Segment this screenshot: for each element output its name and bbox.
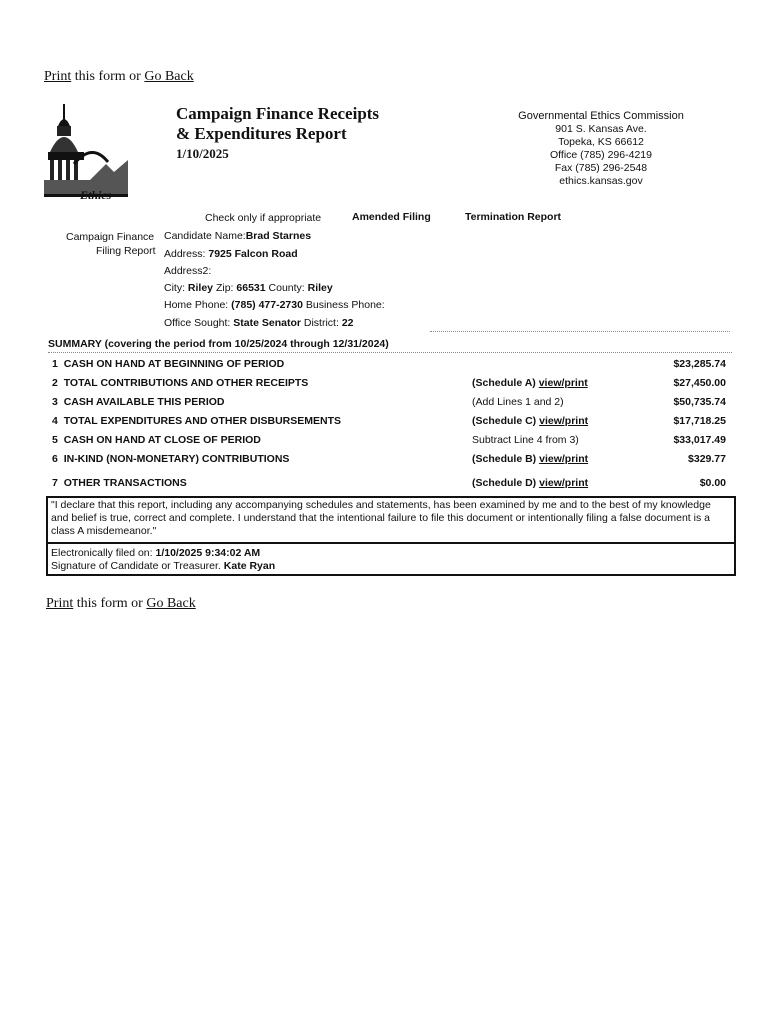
- address-label: Address:: [164, 248, 206, 260]
- row-schedule: Subtract Line 4 from 3): [472, 434, 579, 446]
- agency-block: [506, 110, 696, 188]
- agency-city: Topeka, KS 66612: [558, 136, 644, 148]
- row-label: CASH ON HAND AT BEGINNING OF PERIOD: [63, 358, 285, 370]
- summary-row-6: [48, 450, 732, 468]
- row-amount: $17,718.25: [673, 415, 726, 427]
- candidate-name: Brad Starnes: [245, 230, 312, 242]
- declaration-separator: [48, 542, 734, 544]
- report-title: [176, 104, 379, 144]
- row-label: IN-KIND (NON-MONETARY) CONTRIBUTIONS: [63, 453, 290, 465]
- declaration-text: "I declare that this report, including any accompanying schedules and statements, has been examined by me and to the best of my knowledge and belief is true, correct and complete. I understand that the intentional failure to file this document or intentionally filing a false document is a class A misdemeanor.": [51, 499, 711, 537]
- row-amount: $0.00: [699, 477, 726, 489]
- declaration-box: [46, 496, 736, 576]
- row-number: 4: [52, 415, 58, 427]
- address-value: 7925 Falcon Road: [208, 248, 298, 260]
- row-label: CASH AVAILABLE THIS PERIOD: [63, 396, 225, 408]
- row-number: 2: [52, 377, 58, 389]
- signature-value: Kate Ryan: [223, 560, 276, 572]
- city-value: Riley: [187, 282, 214, 294]
- row-amount: $27,450.00: [673, 377, 726, 389]
- row-number: 7: [52, 477, 58, 489]
- row-amount: $329.77: [688, 453, 726, 465]
- row-schedule: (Add Lines 1 and 2): [472, 396, 564, 408]
- row-label: TOTAL CONTRIBUTIONS AND OTHER RECEIPTS: [63, 377, 309, 389]
- report-date: 1/10/2025: [176, 146, 229, 161]
- summary-title: SUMMARY (covering the period from 10/25/2024 through 12/31/2024): [48, 338, 389, 350]
- summary-divider: [48, 352, 732, 353]
- candidate-name-label: Candidate Name:: [164, 230, 246, 242]
- top-nav: [44, 69, 194, 85]
- address2-label: Address2:: [164, 265, 212, 277]
- go-back-link-bottom[interactable]: Go Back: [146, 596, 196, 611]
- row-schedule: (Schedule C): [472, 415, 537, 427]
- home-phone-label: Home Phone:: [164, 299, 229, 311]
- filed-label: Electronically filed on:: [51, 547, 153, 559]
- city-row: [164, 282, 333, 294]
- row-schedule: (Schedule B): [472, 453, 537, 465]
- schedule-b-view-print-link[interactable]: view/print: [539, 453, 589, 465]
- agency-fax: Fax (785) 296-2548: [554, 162, 648, 174]
- row-number: 3: [52, 396, 58, 408]
- report-label-line2: Filing Report: [96, 245, 156, 257]
- summary-row-2: [48, 374, 732, 392]
- candidate-name-row: [164, 230, 311, 242]
- signature-row: [51, 560, 275, 572]
- county-value: Riley: [307, 282, 333, 294]
- summary-row-4: [48, 412, 732, 430]
- print-link[interactable]: Print: [44, 69, 72, 84]
- schedule-a-view-print-link[interactable]: view/print: [538, 377, 588, 389]
- summary-row-1: [48, 355, 732, 373]
- report-title-line1: Campaign Finance Receipts: [176, 104, 380, 123]
- county-label: County:: [268, 282, 305, 294]
- print-link-bottom[interactable]: Print: [46, 596, 74, 611]
- seal-ethics-text: Ethics: [80, 188, 112, 202]
- row-number: 1: [52, 358, 58, 370]
- row-amount: $33,017.49: [673, 434, 726, 446]
- agency-name: Governmental Ethics Commission: [518, 110, 684, 122]
- filed-row: [51, 547, 260, 559]
- address-row: [164, 248, 298, 260]
- summary-row-7: [48, 474, 732, 492]
- nav-text: this form or: [74, 69, 141, 84]
- bottom-nav: [46, 596, 196, 612]
- row-schedule: (Schedule D): [472, 477, 537, 489]
- zip-label: Zip:: [215, 282, 234, 294]
- row-number: 5: [52, 434, 58, 446]
- dotted-divider: [430, 331, 730, 332]
- office-label: Office Sought:: [164, 317, 231, 329]
- city-label: City:: [164, 282, 185, 294]
- row-amount: $23,285.74: [673, 358, 726, 370]
- agency-website: ethics.kansas.gov: [559, 175, 643, 187]
- business-phone-label: Business Phone:: [305, 299, 385, 311]
- row-label: TOTAL EXPENDITURES AND OTHER DISBURSEMENTS: [63, 415, 341, 427]
- row-label: OTHER TRANSACTIONS: [63, 477, 187, 489]
- agency-street: 901 S. Kansas Ave.: [555, 123, 647, 135]
- filed-value: 1/10/2025 9:34:02 AM: [155, 547, 261, 559]
- summary-row-5: [48, 431, 732, 449]
- home-phone-value: (785) 477-2730: [231, 299, 303, 311]
- go-back-link[interactable]: Go Back: [144, 69, 194, 84]
- district-label: District:: [303, 317, 339, 329]
- check-label: Check only if appropriate: [205, 212, 322, 224]
- amended-filing-option[interactable]: Amended Filing: [352, 211, 431, 223]
- nav-text-bottom: this form or: [76, 596, 143, 611]
- zip-value: 66531: [236, 282, 266, 294]
- schedule-c-view-print-link[interactable]: view/print: [539, 415, 589, 427]
- office-value: State Senator: [233, 317, 301, 329]
- summary-row-3: [48, 393, 732, 411]
- termination-report-option[interactable]: Termination Report: [465, 211, 562, 223]
- signature-label: Signature of Candidate or Treasurer.: [51, 560, 221, 572]
- row-number: 6: [52, 453, 58, 465]
- agency-office-phone: Office (785) 296-4219: [550, 149, 652, 161]
- district-value: 22: [341, 317, 354, 329]
- schedule-d-view-print-link[interactable]: view/print: [539, 477, 589, 489]
- row-amount: $50,735.74: [673, 396, 726, 408]
- report-title-line2: & Expenditures Report: [176, 124, 347, 143]
- phone-row: [164, 299, 385, 311]
- report-label-line1: Campaign Finance: [66, 231, 155, 243]
- row-label: CASH ON HAND AT CLOSE OF PERIOD: [63, 434, 261, 446]
- row-schedule: (Schedule A): [472, 377, 536, 389]
- state-seal-logo: [44, 102, 128, 202]
- office-row: [164, 317, 354, 329]
